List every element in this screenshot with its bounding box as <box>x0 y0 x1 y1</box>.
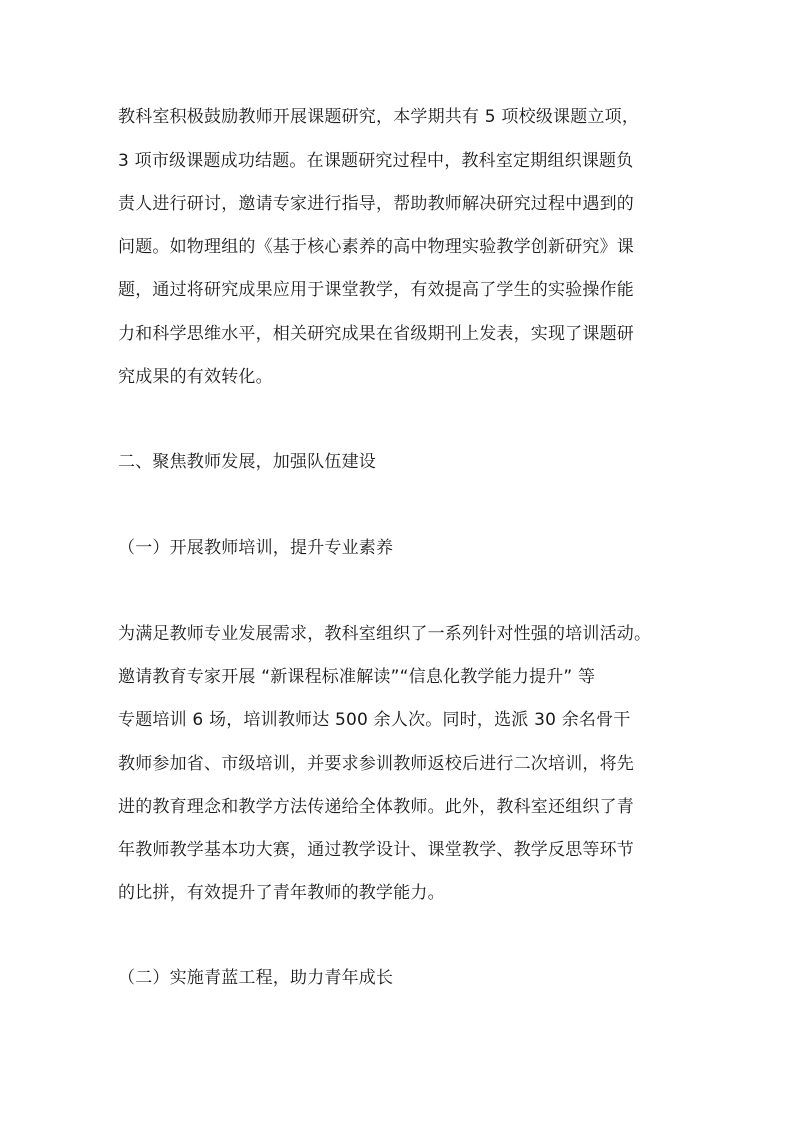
paragraph-line: 究成果的有效转化。 <box>118 367 273 387</box>
paragraph-line: 力和科学思维水平，相关研究成果在省级期刊上发表，实现了课题研 <box>118 324 634 344</box>
paragraph-line: 邀请教育专家开展 “新课程标准解读”“信息化教学能力提升” 等 <box>118 667 596 687</box>
paragraph-line: 年教师教学基本功大赛，通过教学设计、课堂教学、教学反思等环节 <box>118 840 634 860</box>
paragraph-line: 3 项市级课题成功结题。在课题研究过程中，教科室定期组织课题负 <box>118 151 634 171</box>
paragraph-line: 责人进行研讨，邀请专家进行指导，帮助教师解决研究过程中遇到的 <box>118 194 634 214</box>
paragraph-line: 教师参加省、市级培训，并要求参训教师返校后进行二次培训，将先 <box>118 754 634 774</box>
paragraph-line: 教科室积极鼓励教师开展课题研究，本学期共有 5 项校级课题立项， <box>118 107 640 127</box>
subsection-heading: （二）实施青蓝工程，助力青年成长 <box>118 968 394 988</box>
paragraph-line: 的比拼，有效提升了青年教师的教学能力。 <box>118 883 445 903</box>
paragraph-line: 问题。如物理组的《基于核心素养的高中物理实验教学创新研究》课 <box>118 237 634 257</box>
subsection-heading: （一）开展教师培训，提升专业素养 <box>118 538 394 558</box>
paragraph-line: 进的教育理念和教学方法传递给全体教师。此外，教科室还组织了青 <box>118 797 634 817</box>
paragraph-line: 为满足教师专业发展需求，教科室组织了一系列针对性强的培训活动。 <box>118 624 652 644</box>
section-heading: 二、聚焦教师发展，加强队伍建设 <box>118 452 376 472</box>
paragraph-line: 题，通过将研究成果应用于课堂教学，有效提高了学生的实验操作能 <box>118 280 634 300</box>
paragraph-line: 专题培训 6 场，培训教师达 500 余人次。同时，选派 30 余名骨干 <box>118 710 631 730</box>
